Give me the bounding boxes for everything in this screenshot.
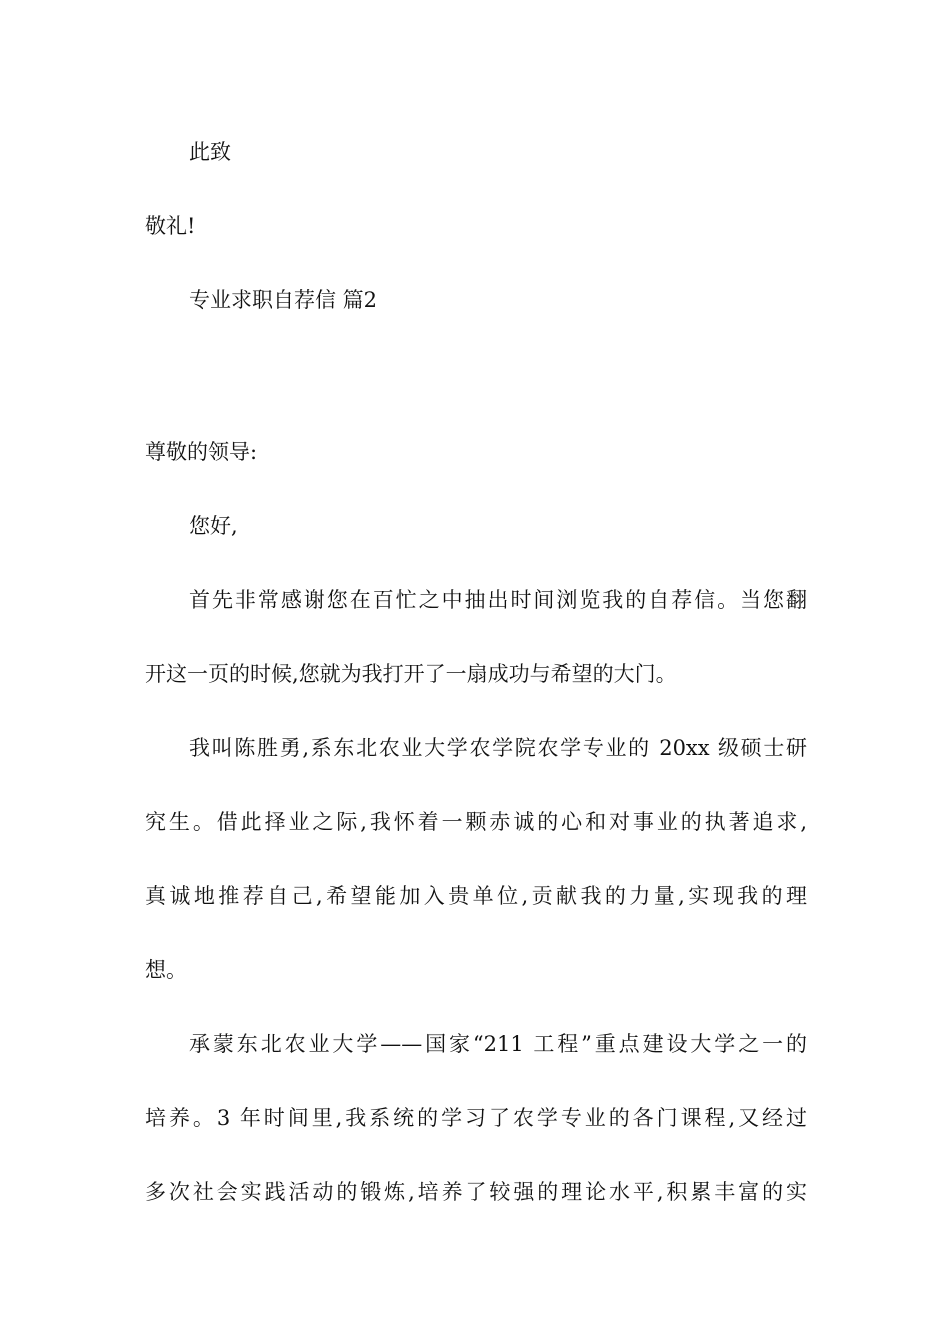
paragraph-line: 承蒙东北农业大学——国家“211 工程”重点建设大学之一的	[189, 1032, 807, 1056]
section-heading: 专业求职自荐信 篇2	[189, 288, 378, 312]
closing-line: 此致	[189, 140, 231, 164]
greeting-recipient: 尊敬的领导:	[145, 440, 258, 464]
greeting-hello: 您好,	[189, 514, 238, 538]
paragraph-line: 培养。3 年时间里,我系统的学习了农学专业的各门课程,又经过	[145, 1106, 807, 1130]
paragraph-line: 我叫陈胜勇,系东北农业大学农学院农学专业的 20xx 级硕士研	[189, 736, 807, 760]
paragraph-line: 想。	[145, 958, 187, 982]
paragraph-line: 开这一页的时候,您就为我打开了一扇成功与希望的大门。	[145, 662, 677, 686]
paragraph-line: 多次社会实践活动的锻炼,培养了较强的理论水平,积累丰富的实	[145, 1180, 807, 1204]
salutation-line: 敬礼!	[145, 214, 196, 238]
paragraph-line: 真诚地推荐自己,希望能加入贵单位,贡献我的力量,实现我的理	[145, 884, 807, 908]
paragraph-line: 究生。借此择业之际,我怀着一颗赤诚的心和对事业的执著追求,	[145, 810, 807, 834]
paragraph-line: 首先非常感谢您在百忙之中抽出时间浏览我的自荐信。当您翻	[189, 588, 807, 612]
